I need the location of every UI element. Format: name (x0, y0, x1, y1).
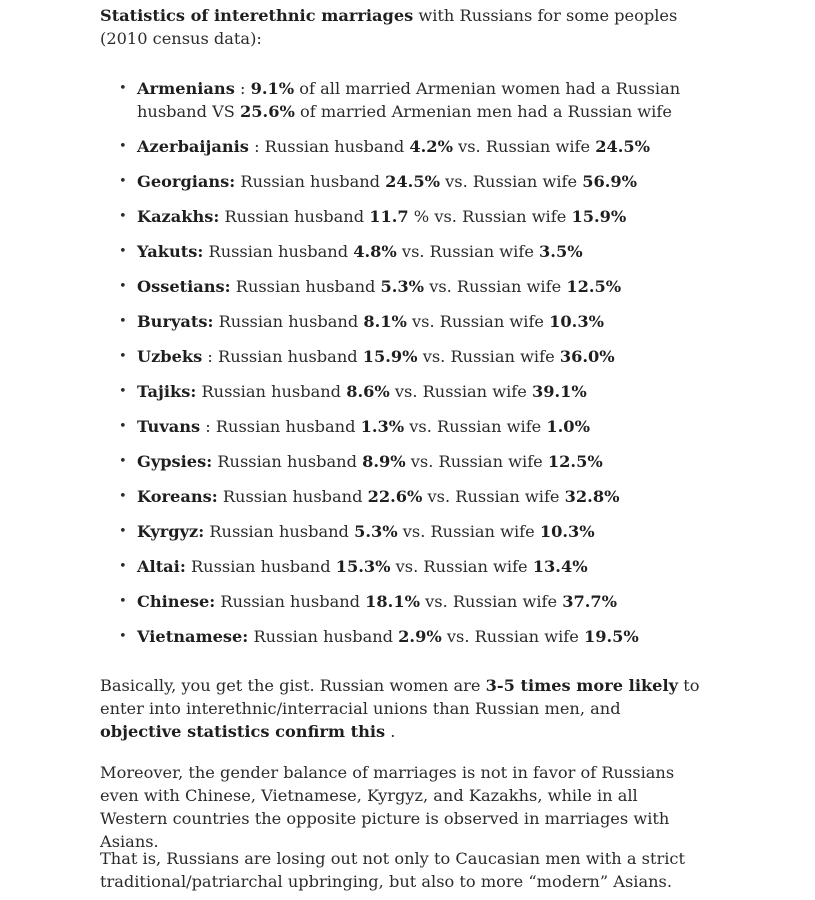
wife-value: 24.5% (595, 137, 651, 156)
people-name: Azerbaijanis (137, 137, 249, 156)
husband-label: Russian husband (240, 172, 386, 191)
list-item (100, 485, 700, 508)
wife-value: 19.5% (583, 627, 639, 646)
list-item (100, 450, 700, 473)
summary-bold-1: 3-5 times more likely (485, 676, 679, 695)
summary-text-1: Basically, you get the gist. Russian women are (100, 676, 486, 695)
item-tail: of married Armenian men had a Russian wife (294, 102, 672, 121)
bullet-icon: • (119, 384, 127, 399)
husband-label: Russian husband (224, 207, 370, 226)
husband-value: 4.2% (409, 137, 453, 156)
wife-label: vs. Russian wife (389, 382, 532, 401)
husband-value: 9.1% (250, 79, 295, 98)
separator: : (200, 417, 216, 436)
summary-bold-2: objective statistics confirm this (100, 722, 386, 741)
list-item (100, 555, 700, 578)
bullet-icon: • (119, 209, 127, 224)
wife-label: vs. Russian wife (405, 452, 548, 471)
list-item (100, 415, 700, 438)
people-name: Vietnamese: (137, 627, 249, 646)
intro-paragraph (100, 4, 700, 50)
wife-label: vs. Russian wife (422, 487, 565, 506)
list-item (100, 590, 700, 613)
intro-text: with Russians for some peoples (2010 census data): (100, 6, 678, 48)
husband-value: 11.7 (369, 207, 409, 226)
bullet-icon: • (119, 139, 127, 154)
people-name: Kyrgyz: (137, 522, 205, 541)
husband-label: Russian husband (190, 557, 336, 576)
wife-label: vs. Russian wife (419, 592, 563, 611)
separator: : (248, 137, 265, 156)
bullet-icon: • (119, 349, 127, 364)
wife-label: vs. Russian wife (406, 312, 550, 331)
separator: : (234, 79, 251, 98)
list-item (100, 170, 700, 193)
wife-label: vs. Russian wife (404, 417, 547, 436)
bullet-icon: • (119, 524, 127, 539)
husband-label: Russian husband (217, 452, 363, 471)
people-name: Altai: (137, 557, 186, 576)
wife-value: 1.0% (546, 417, 590, 436)
husband-label: Russian husband (218, 347, 363, 366)
husband-label: Russian husband (209, 522, 355, 541)
list-item (100, 135, 700, 158)
bullet-icon: • (119, 454, 127, 469)
husband-label: Russian husband (208, 242, 354, 261)
husband-value: 8.1% (363, 312, 407, 331)
people-name: Georgians: (137, 172, 236, 191)
wife-value: 10.3% (549, 312, 604, 331)
husband-label: Russian husband (253, 627, 399, 646)
wife-value: 12.5% (566, 277, 622, 296)
list-item (100, 240, 700, 263)
wife-label: vs. Russian wife (396, 242, 540, 261)
people-name: Tajiks: (137, 382, 197, 401)
summary-text-3: . (385, 722, 396, 741)
bullet-icon: • (119, 314, 127, 329)
husband-value: 5.3% (354, 522, 398, 541)
wife-value: 56.9% (582, 172, 638, 191)
list-item (100, 520, 700, 543)
wife-value: 36.0% (559, 347, 615, 366)
husband-value: 2.9% (398, 627, 442, 646)
bullet-icon: • (119, 559, 127, 574)
list-item (100, 205, 700, 228)
wife-value: 39.1% (532, 382, 587, 401)
wife-label: vs. Russian wife (452, 137, 596, 156)
bullet-icon: • (119, 244, 127, 259)
people-name: Kazakhs: (137, 207, 220, 226)
wife-label: vs. Russian wife (397, 522, 540, 541)
wife-value: 10.3% (539, 522, 595, 541)
bullet-icon: • (119, 81, 127, 96)
bullet-icon: • (119, 279, 127, 294)
bullet-icon: • (119, 629, 127, 644)
list-item (100, 77, 700, 123)
husband-value: 8.9% (362, 452, 406, 471)
intro-bold: Statistics of interethnic marriages (100, 6, 414, 25)
husband-value: 1.3% (360, 417, 405, 436)
husband-label: Russian husband (235, 277, 381, 296)
people-name: Tuvans (137, 417, 201, 436)
wife-value: 12.5% (547, 452, 603, 471)
husband-value: 18.1% (365, 592, 420, 611)
husband-label: Russian husband (201, 382, 347, 401)
summary-paragraph (100, 674, 700, 743)
wife-label: vs. Russian wife (439, 172, 583, 191)
wife-label: % vs. Russian wife (408, 207, 572, 226)
husband-value: 24.5% (385, 172, 440, 191)
separator: : (202, 347, 219, 366)
wife-label: vs. Russian wife (441, 627, 584, 646)
husband-label: Russian husband (215, 417, 361, 436)
people-name: Armenians (137, 79, 235, 98)
summary-text-2: to enter into interethnic/interracial unions than Russian men, and (100, 676, 700, 718)
husband-value: 15.3% (335, 557, 391, 576)
people-name: Uzbeks (137, 347, 203, 366)
husband-label: Russian husband (218, 312, 364, 331)
people-name: Gypsies: (137, 452, 213, 471)
wife-value: 3.5% (539, 242, 583, 261)
people-name: Yakuts: (137, 242, 204, 261)
gender-balance-paragraph: Moreover, the gender balance of marriages is not in favor of Russians even with Chinese, Vietnamese, Kyrgyz, and Kazakhs, while in all Western countries the opposite picture is observed in marriages with Asians. (100, 763, 675, 851)
bullet-icon: • (119, 174, 127, 189)
list-item (100, 345, 700, 368)
bullet-icon: • (119, 594, 127, 609)
wife-label: vs. Russian wife (390, 557, 533, 576)
people-name: Buryats: (137, 312, 214, 331)
husband-value: 8.6% (346, 382, 390, 401)
wife-value: 25.6% (240, 102, 295, 121)
article-body (100, 4, 700, 891)
wife-value: 37.7% (562, 592, 618, 611)
people-name: Ossetians: (137, 277, 231, 296)
husband-label: Russian husband (222, 487, 368, 506)
wife-value: 32.8% (564, 487, 620, 506)
wife-label: vs. Russian wife (417, 347, 560, 366)
wife-label: of all married Armenian women had a Russian husband VS (137, 79, 681, 121)
husband-value: 15.9% (362, 347, 418, 366)
list-item (100, 275, 700, 298)
wife-value: 13.4% (532, 557, 588, 576)
husband-label: Russian husband (264, 137, 410, 156)
list-item (100, 310, 700, 333)
list-item (100, 625, 700, 648)
people-name: Koreans: (137, 487, 218, 506)
wife-value: 15.9% (571, 207, 627, 226)
husband-value: 22.6% (367, 487, 423, 506)
bullet-icon: • (119, 489, 127, 504)
wife-label: vs. Russian wife (424, 277, 567, 296)
people-name: Chinese: (137, 592, 216, 611)
husband-value: 4.8% (353, 242, 397, 261)
conclusion-paragraph: That is, Russians are losing out not only to Caucasian men with a strict traditional/patriarchal upbringing, but also to more “modern” Asians. (100, 849, 685, 891)
bullet-icon: • (119, 419, 127, 434)
husband-label: Russian husband (220, 592, 366, 611)
husband-value: 5.3% (380, 277, 425, 296)
list-item (100, 380, 700, 403)
